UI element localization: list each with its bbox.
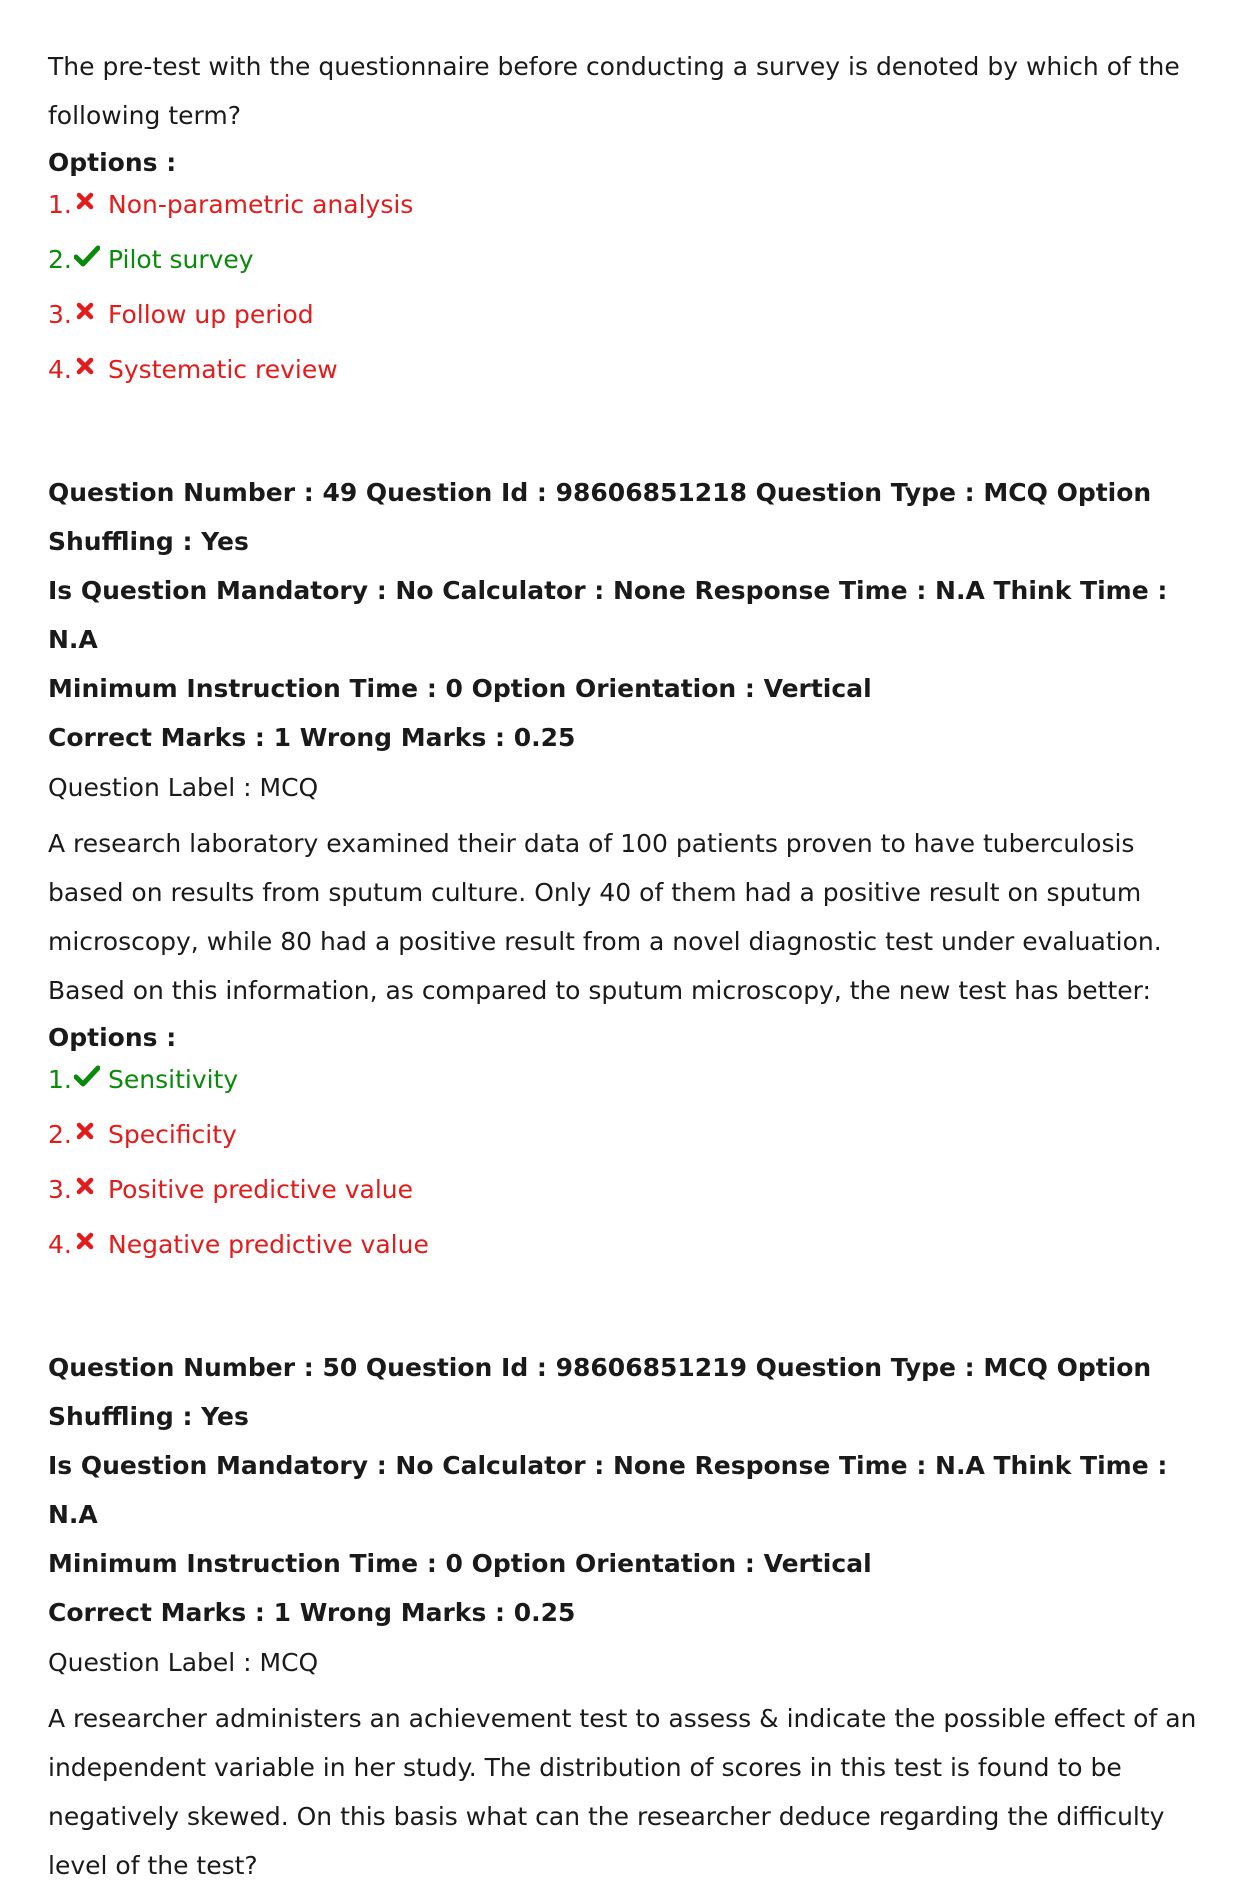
- question-49-options-heading: Options :: [48, 1023, 177, 1052]
- option-item: [48, 245, 1200, 300]
- question-50-meta-line-2: Is Question Mandatory : No Calculator : None Response Time : N.A Think Time : N.A: [48, 1451, 1168, 1529]
- cross-icon: [74, 190, 104, 216]
- option-text: Systematic review: [108, 355, 338, 384]
- question-49-label: Question Label : MCQ: [48, 773, 319, 802]
- option-number: 2.: [48, 1120, 72, 1149]
- cross-icon: [74, 355, 104, 381]
- question-50-meta-line-3: Minimum Instruction Time : 0 Option Orientation : Vertical: [48, 1549, 872, 1578]
- check-icon: [74, 1065, 104, 1091]
- option-number: 3.: [48, 300, 72, 329]
- option-item: [48, 300, 1200, 355]
- option-number: 2.: [48, 245, 72, 274]
- cross-icon: [74, 1175, 104, 1201]
- spacer: [48, 410, 1200, 468]
- option-item: [48, 355, 1200, 410]
- option-item: [48, 1065, 1200, 1120]
- question-48-options: [48, 190, 1200, 410]
- question-49-options: [48, 1065, 1200, 1285]
- question-49-text: A research laboratory examined their data of 100 patients proven to have tuberculosis based on results from sputum culture. Only 40 of them had a positive result on sputum microscopy, while 80 had a positive result from a novel diagnostic test under evaluation. Based on this information, as compared to sputum microscopy, the new test has better:: [48, 829, 1162, 1005]
- option-number: 4.: [48, 355, 72, 384]
- option-item: [48, 1175, 1200, 1230]
- question-49: [48, 468, 1200, 1285]
- cross-icon: [74, 1230, 104, 1256]
- option-text: Specificity: [108, 1120, 237, 1149]
- check-icon: [74, 245, 104, 271]
- option-text: Non-parametric analysis: [108, 190, 414, 219]
- option-text: Pilot survey: [108, 245, 254, 274]
- question-50-meta-line-1: Question Number : 50 Question Id : 98606851219 Question Type : MCQ Option Shuffling : Yes: [48, 1353, 1152, 1431]
- option-number: 1.: [48, 190, 72, 219]
- option-number: 4.: [48, 1230, 72, 1259]
- option-text: Sensitivity: [108, 1065, 239, 1094]
- question-49-meta-line-1: Question Number : 49 Question Id : 98606851218 Question Type : MCQ Option Shuffling : Yes: [48, 478, 1152, 556]
- question-48-text: The pre-test with the questionnaire before conducting a survey is denoted by which of the following term?: [48, 52, 1180, 130]
- question-50-marks: Correct Marks : 1 Wrong Marks : 0.25: [48, 1598, 576, 1627]
- question-48: [48, 42, 1200, 410]
- cross-icon: [74, 1120, 104, 1146]
- question-50-text: A researcher administers an achievement test to assess & indicate the possible effect of an independent variable in her study. The distribution of scores in this test is found to be negatively skewed. On this basis what can the researcher deduce regarding the difficulty level of the test?: [48, 1704, 1197, 1880]
- option-number: 3.: [48, 1175, 72, 1204]
- option-item: [48, 1120, 1200, 1175]
- option-item: [48, 1230, 1200, 1285]
- question-50-label: Question Label : MCQ: [48, 1648, 319, 1677]
- option-text: Follow up period: [108, 300, 314, 329]
- option-text: Positive predictive value: [108, 1175, 414, 1204]
- option-number: 1.: [48, 1065, 72, 1094]
- question-48-options-heading: Options :: [48, 148, 177, 177]
- spacer: [48, 1285, 1200, 1343]
- question-50: [48, 1343, 1200, 1890]
- cross-icon: [74, 300, 104, 326]
- question-49-marks: Correct Marks : 1 Wrong Marks : 0.25: [48, 723, 576, 752]
- option-item: [48, 190, 1200, 245]
- option-text: Negative predictive value: [108, 1230, 429, 1259]
- question-49-meta-line-3: Minimum Instruction Time : 0 Option Orientation : Vertical: [48, 674, 872, 703]
- question-49-meta-line-2: Is Question Mandatory : No Calculator : None Response Time : N.A Think Time : N.A: [48, 576, 1168, 654]
